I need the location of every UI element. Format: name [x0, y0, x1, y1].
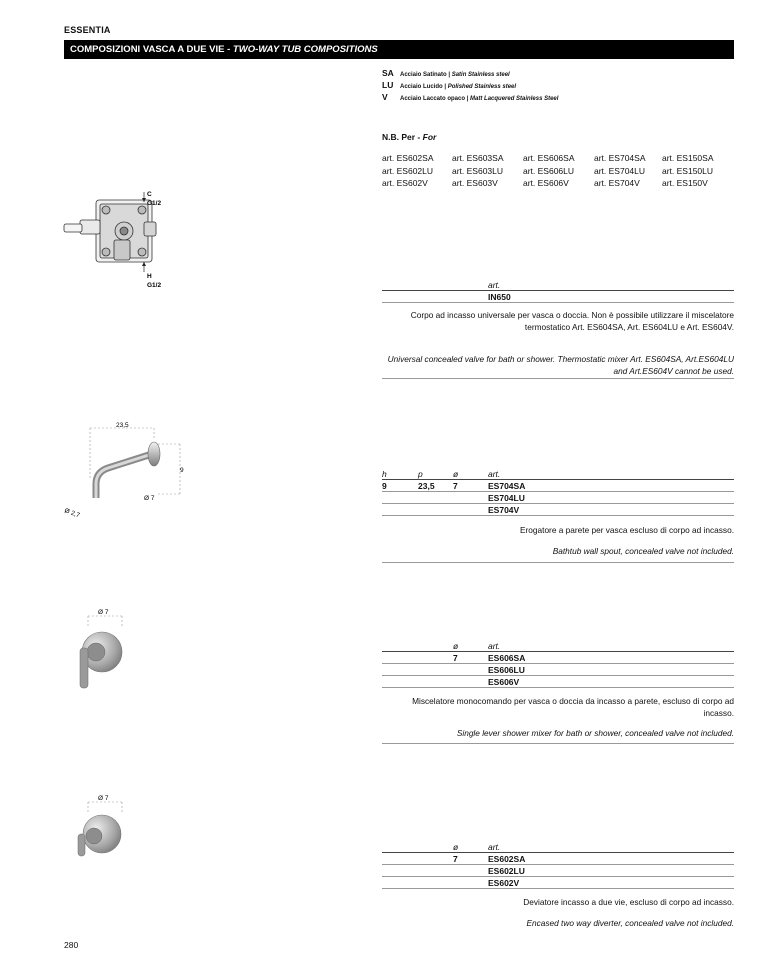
lever-mixer-drawing	[66, 604, 136, 690]
art-code: ES704V	[488, 505, 520, 515]
col-p-header: p	[418, 469, 423, 479]
article-ref: art. ES603V	[452, 178, 498, 188]
table-row	[382, 291, 734, 303]
valve-desc-it: Corpo ad incasso universale per vasca o doccia. Non è possibile utilizzare il miscelatore termostatico Art. ES604SA, Art. ES604LU e Art. ES604V.	[410, 310, 734, 332]
spout-desc-it: Erogatore a parete per vasca escluso di corpo ad incasso.	[520, 525, 734, 535]
table-header-row	[382, 468, 734, 480]
spout-desc-en: Bathtub wall spout, concealed valve not included.	[552, 546, 734, 556]
finish-desc: Acciaio Satinato | Satin Stainless steel	[400, 72, 510, 78]
compatible-articles-grid	[382, 152, 732, 190]
diverter-desc-it: Deviatore incasso a due vie, escluso di corpo ad incasso.	[523, 897, 734, 907]
article-ref: art. ES606SA	[523, 153, 575, 163]
dim-diameter: Ø 7	[98, 795, 109, 802]
article-ref: art. ES150V	[662, 178, 708, 188]
section-divider	[382, 378, 734, 379]
art-code: ES704LU	[488, 493, 525, 503]
col-art-header: art.	[488, 469, 501, 479]
article-ref: art. ES704SA	[594, 153, 646, 163]
val-d: 7	[453, 481, 458, 491]
section-divider	[382, 562, 734, 563]
table-row	[382, 676, 734, 688]
dim-outlet: Ø 2,7	[63, 507, 81, 520]
concealed-valve-drawing	[58, 186, 178, 294]
col-art-header: art.	[488, 842, 501, 852]
spout-table	[382, 468, 734, 516]
nb-note: N.B. Per - For	[382, 132, 437, 142]
table-header-row	[382, 640, 734, 652]
table-row	[382, 877, 734, 889]
section-divider	[382, 743, 734, 744]
valve-table	[382, 279, 734, 303]
table-row	[382, 652, 734, 664]
table-row	[382, 664, 734, 676]
section-title-english: TWO-WAY TUB COMPOSITIONS	[232, 44, 378, 55]
valve-desc-en: Universal concealed valve for bath or shower. Thermostatic mixer Art. ES604SA, Art.ES604LU and Art.ES604V cannot be used.	[387, 354, 734, 376]
art-code: ES606SA	[488, 653, 526, 663]
label-h: H	[147, 273, 152, 280]
label-h-size: G1/2	[147, 282, 162, 289]
diverter-drawing	[66, 790, 136, 860]
article-ref: art. ES603LU	[452, 165, 504, 176]
section-title: COMPOSIZIONI VASCA A DUE VIE -	[70, 44, 233, 55]
table-header-row	[382, 279, 734, 291]
finish-desc: Acciaio Laccato opaco | Matt Lacquered Stainless Steel	[400, 96, 559, 102]
table-row	[382, 480, 734, 492]
article-ref: art. ES150SA	[662, 153, 714, 163]
dim-length: 23,5	[116, 422, 129, 429]
page-number: 280	[64, 940, 79, 950]
dim-height: 9	[180, 467, 184, 474]
label-c: C	[147, 191, 152, 198]
col-h-header: h	[382, 469, 387, 479]
article-ref: art. ES606LU	[523, 165, 575, 176]
section-title-bar	[64, 40, 734, 59]
table-row	[382, 492, 734, 504]
table-row	[382, 504, 734, 516]
art-code: ES704SA	[488, 481, 526, 491]
art-code: ES602LU	[488, 866, 525, 876]
diverter-table	[382, 841, 734, 889]
val-d: 7	[453, 854, 458, 864]
mixer-desc-en: Single lever shower mixer for bath or shower, concealed valve not included.	[456, 728, 734, 738]
article-ref: art. ES602V	[382, 178, 428, 188]
table-row	[382, 865, 734, 877]
val-p: 23,5	[418, 481, 435, 491]
art-code: ES606V	[488, 677, 520, 687]
article-ref: art. ES602LU	[382, 165, 434, 176]
diverter-desc-en: Encased two way diverter, concealed valve not included.	[526, 918, 734, 928]
article-ref: art. ES150LU	[662, 165, 714, 176]
col-d-header: ø	[453, 469, 459, 479]
article-ref: art. ES704LU	[594, 165, 646, 176]
col-d-header: ø	[453, 641, 459, 651]
article-ref: art. ES603SA	[452, 153, 504, 163]
art-code: ES602V	[488, 878, 520, 888]
finish-code: SA	[382, 68, 394, 78]
finish-desc: Acciaio Lucido | Polished Stainless steel	[400, 84, 517, 90]
label-c-size: G1/2	[147, 200, 162, 207]
brand-name: ESSENTIA	[64, 25, 111, 35]
finish-code: V	[382, 92, 388, 102]
wall-spout-drawing	[58, 418, 198, 528]
art-code: ES602SA	[488, 854, 526, 864]
dim-diameter: Ø 7	[144, 495, 155, 502]
val-h: 9	[382, 481, 387, 491]
mixer-table	[382, 640, 734, 688]
col-art-header: art.	[488, 641, 501, 651]
article-ref: art. ES606V	[523, 178, 569, 188]
col-art-header: art.	[488, 280, 501, 290]
col-d-header: ø	[453, 842, 459, 852]
finish-legend-v	[382, 92, 558, 105]
dim-diameter: Ø 7	[98, 609, 109, 616]
article-ref: art. ES602SA	[382, 153, 434, 163]
val-d: 7	[453, 653, 458, 663]
mixer-desc-it: Miscelatore monocomando per vasca o doccia da incasso a parete, escluso di corpo ad incasso.	[412, 696, 734, 718]
art-code: ES606LU	[488, 665, 525, 675]
table-header-row	[382, 841, 734, 853]
table-row	[382, 853, 734, 865]
art-code: IN650	[488, 292, 511, 302]
article-ref: art. ES704V	[594, 178, 640, 188]
finish-code: LU	[382, 80, 394, 90]
